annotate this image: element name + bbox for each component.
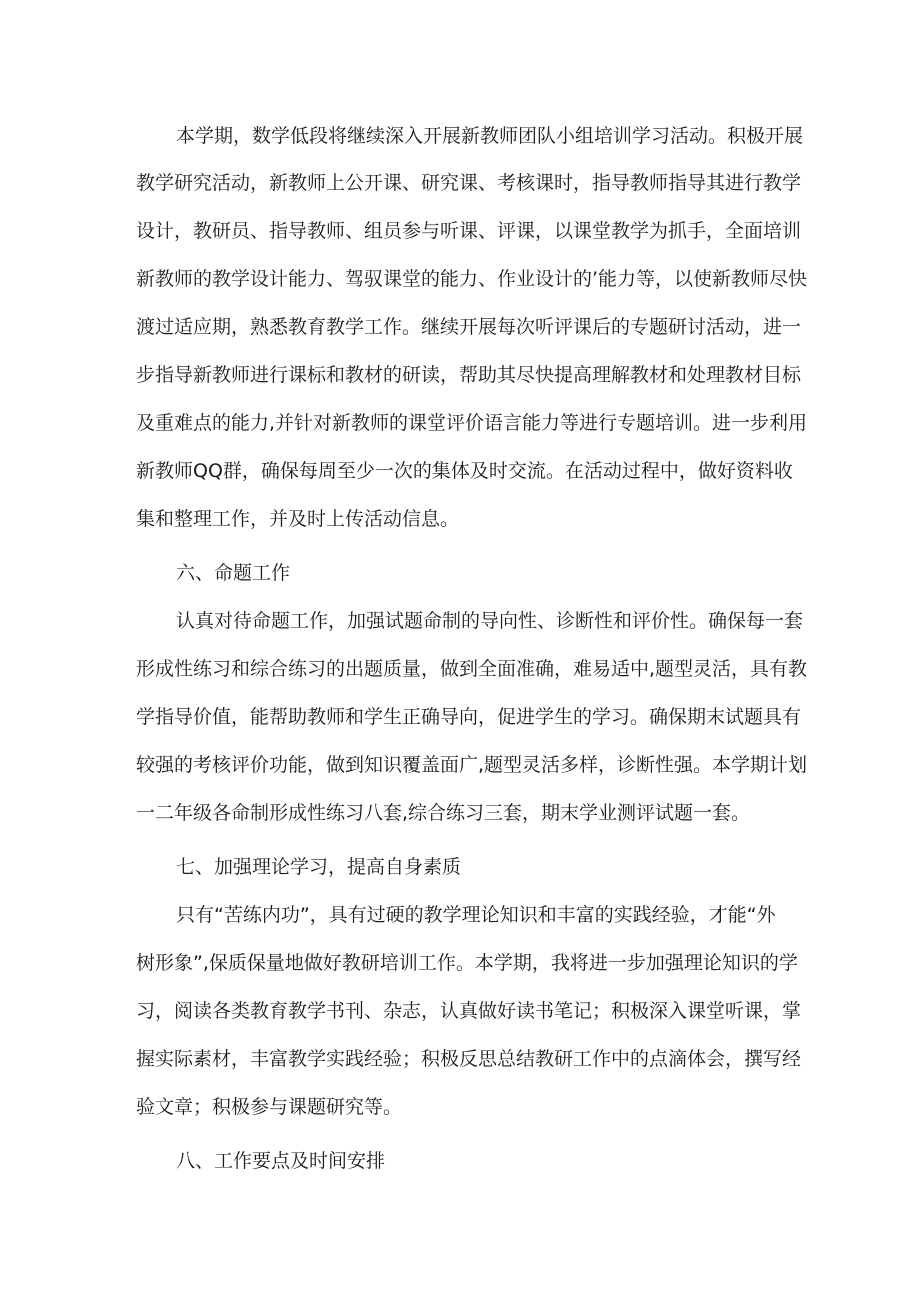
paragraph-line: 设计，教研员、指导教师、组员参与听课、评课，以课堂教学为抓手，全面培训 — [136, 220, 802, 242]
paragraph-line: 教学研究活动，新教师上公开课、研究课、考核课时，指导教师指导其进行教学 — [136, 172, 802, 194]
paragraph-line: 习，阅读各类教育教学书刊、杂志，认真做好读书笔记；积极深入课堂听课，掌 — [136, 1000, 802, 1022]
paragraph-line: 树形象”,保质保量地做好教研培训工作。本学期，我将进一步加强理论知识的学 — [136, 952, 798, 974]
paragraph-line: 本学期，数学低段将继续深入开展新教师团队小组培训学习活动。积极开展 — [176, 125, 804, 147]
paragraph-line: 较强的考核评价功能，做到知识覆盖面广,题型灵活多样，诊断性强。本学期计划 — [136, 754, 808, 776]
paragraph-line: 认真对待命题工作，加强试题命制的导向性、诊断性和评价性。确保每一套 — [176, 610, 804, 632]
paragraph-line: 集和整理工作，并及时上传活动信息。 — [136, 508, 460, 530]
section-heading-work-schedule: 八、工作要点及时间安排 — [176, 1150, 386, 1172]
paragraph-line: 渡过适应期，熟悉教育教学工作。继续开展每次听评课后的专题研讨活动，进一 — [136, 316, 802, 338]
paragraph-line: 步指导新教师进行课标和教材的研读，帮助其尽快提高理解教材和处理教材目标 — [136, 364, 802, 386]
paragraph-line: 学指导价值，能帮助教师和学生正确导向，促进学生的学习。确保期末试题具有 — [136, 706, 802, 728]
paragraph-line: 及重难点的能力,并针对新教师的课堂评价语言能力等进行专题培训。进一步利用 — [136, 412, 808, 434]
paragraph-line: 只有“苦练内功”，具有过硬的教学理论知识和丰富的实践经验，才能“外 — [176, 904, 776, 926]
paragraph-line: 验文章；积极参与课题研究等。 — [136, 1096, 403, 1118]
section-heading-exam-work: 六、命题工作 — [176, 562, 291, 584]
paragraph-line: 新教师QQ群，确保每周至少一次的集体及时交流。在活动过程中，做好资料收 — [136, 460, 793, 482]
paragraph-line: 形成性练习和综合练习的出题质量，做到全面准确，难易适中,题型灵活，具有教 — [136, 658, 808, 680]
paragraph-line: 握实际素材，丰富教学实践经验；积极反思总结教研工作中的点滴体会，撰写经 — [136, 1048, 802, 1070]
paragraph-line: 一二年级各命制形成性练习八套,综合练习三套，期末学业测评试题一套。 — [136, 802, 751, 824]
paragraph-line: 新教师的教学设计能力、驾驭课堂的能力、作业设计的’能力等，以使新教师尽快 — [136, 268, 808, 290]
section-heading-theory-study: 七、加强理论学习，提高自身素质 — [176, 856, 462, 878]
